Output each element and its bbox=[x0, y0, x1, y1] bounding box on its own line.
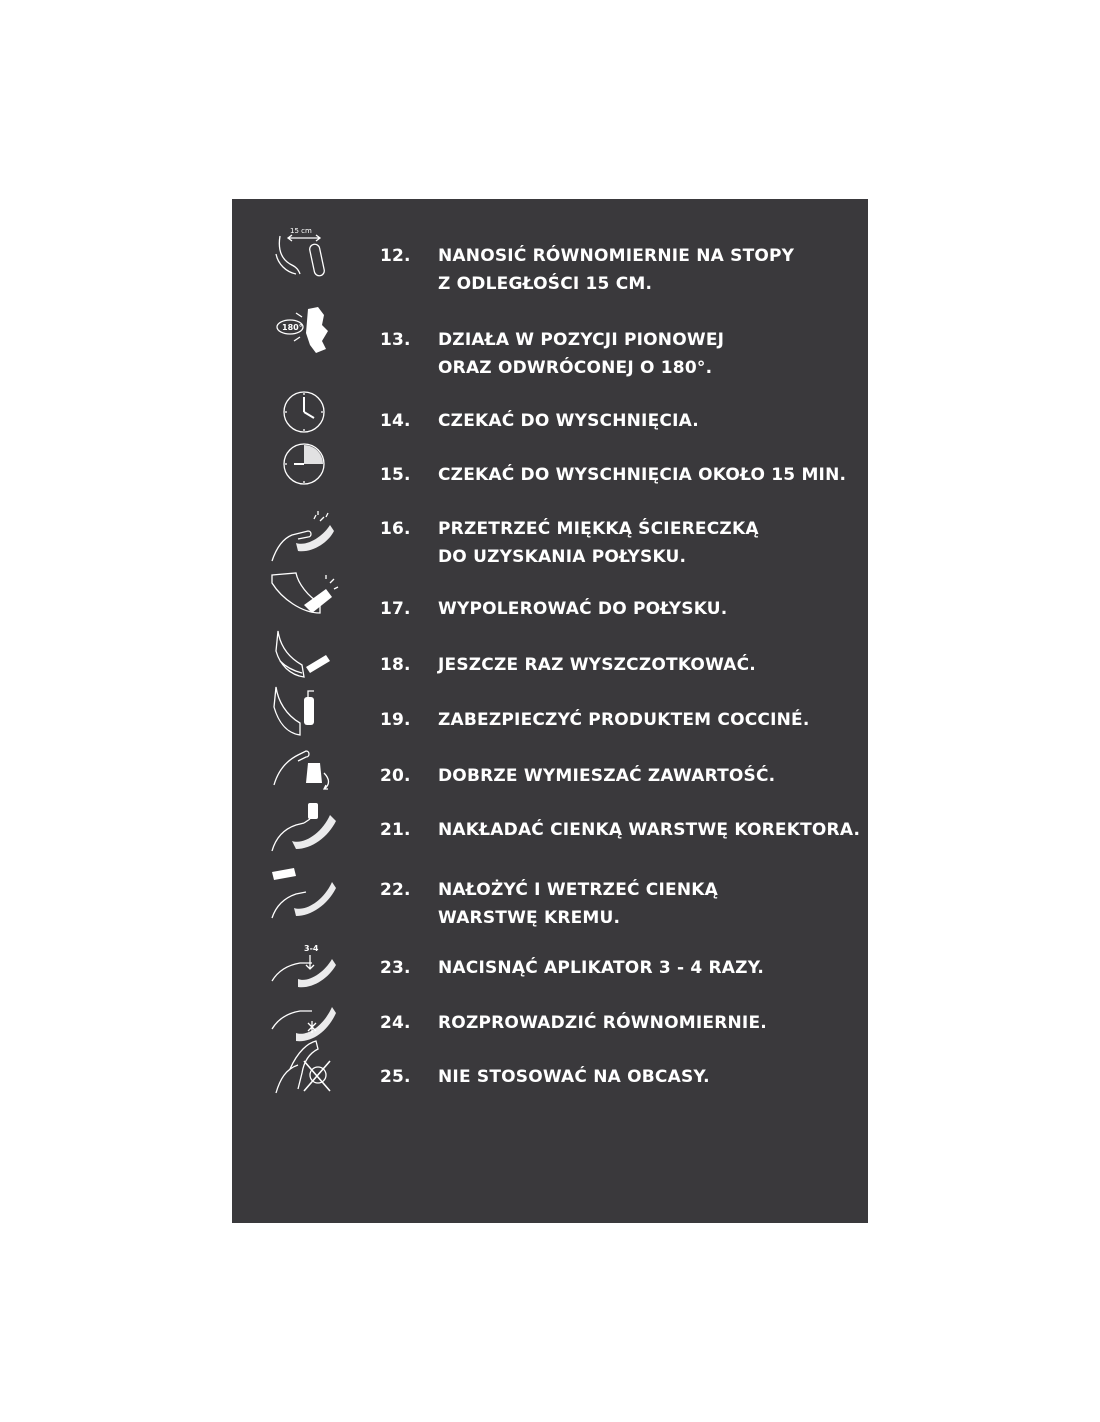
step-number: 15. bbox=[380, 465, 411, 485]
step-number: 14. bbox=[380, 411, 411, 431]
step-text: NANOSIĆ RÓWNOMIERNIE NA STOPY Z ODLEGŁOŚCI 15 CM. bbox=[438, 246, 795, 294]
step-number: 16. bbox=[380, 519, 411, 539]
step-text: CZEKAĆ DO WYSCHNIĘCIA. bbox=[438, 411, 699, 431]
shake-bottle-icon bbox=[268, 739, 340, 795]
svg-text:15 cm: 15 cm bbox=[290, 227, 312, 235]
step-text: NIE STOSOWAĆ NA OBCASY. bbox=[438, 1067, 710, 1087]
step-text: CZEKAĆ DO WYSCHNIĘCIA OKOŁO 15 MIN. bbox=[438, 465, 847, 485]
step-text: JESZCZE RAZ WYSZCZOTKOWAĆ. bbox=[438, 655, 756, 675]
step-number: 17. bbox=[380, 599, 411, 619]
step-text: NAŁOŻYĆ I WETRZEĆ CIENKĄ WARSTWĘ KREMU. bbox=[438, 880, 718, 928]
step-number: 22. bbox=[380, 880, 411, 900]
shoe-brush-icon bbox=[268, 627, 340, 683]
no-heels-icon bbox=[268, 1039, 340, 1095]
clock-15-min-icon bbox=[268, 436, 340, 492]
step-text: NAKŁADAĆ CIENKĄ WARSTWĘ KOREKTORA. bbox=[438, 820, 861, 840]
svg-text:3-4: 3-4 bbox=[304, 944, 319, 953]
step-text: PRZETRZEĆ MIĘKKĄ ŚCIERECZKĄ DO UZYSKANIA POŁYSKU. bbox=[438, 519, 759, 567]
shoe-protect-spray-icon bbox=[268, 683, 340, 739]
step-text: NACISNĄĆ APLIKATOR 3 - 4 RAZY. bbox=[438, 958, 765, 978]
step-number: 18. bbox=[380, 655, 411, 675]
step-number: 23. bbox=[380, 958, 411, 978]
step-number: 24. bbox=[380, 1013, 411, 1033]
step-number: 19. bbox=[380, 710, 411, 730]
step-text: DOBRZE WYMIESZAĆ ZAWARTOŚĆ. bbox=[438, 766, 776, 786]
clock-icon bbox=[268, 384, 340, 440]
apply-cream-tube-icon bbox=[268, 866, 340, 922]
step-number: 20. bbox=[380, 766, 411, 786]
step-text: WYPOLEROWAĆ DO POŁYSKU. bbox=[438, 599, 728, 619]
step-number: 25. bbox=[380, 1067, 411, 1087]
step-text: ROZPROWADZIĆ RÓWNOMIERNIE. bbox=[438, 1013, 767, 1033]
step-text: ZABEZPIECZYĆ PRODUKTEM COCCINÉ. bbox=[438, 710, 810, 730]
rotate-180-spray-icon bbox=[268, 303, 340, 359]
instructions-panel bbox=[232, 199, 868, 1223]
step-number: 12. bbox=[380, 246, 411, 266]
spray-foot-15cm-icon bbox=[268, 224, 340, 280]
step-text: DZIAŁA W POZYCJI PIONOWEJ ORAZ ODWRÓCONEJ O 180°. bbox=[438, 330, 725, 378]
apply-corrector-icon bbox=[268, 801, 340, 857]
hand-cloth-shoe-icon bbox=[268, 509, 340, 565]
step-number: 13. bbox=[380, 330, 411, 350]
shoe-brush-shine-icon bbox=[268, 569, 340, 625]
press-applicator-icon bbox=[268, 941, 340, 997]
svg-text:180°: 180° bbox=[282, 323, 303, 332]
step-number: 21. bbox=[380, 820, 411, 840]
